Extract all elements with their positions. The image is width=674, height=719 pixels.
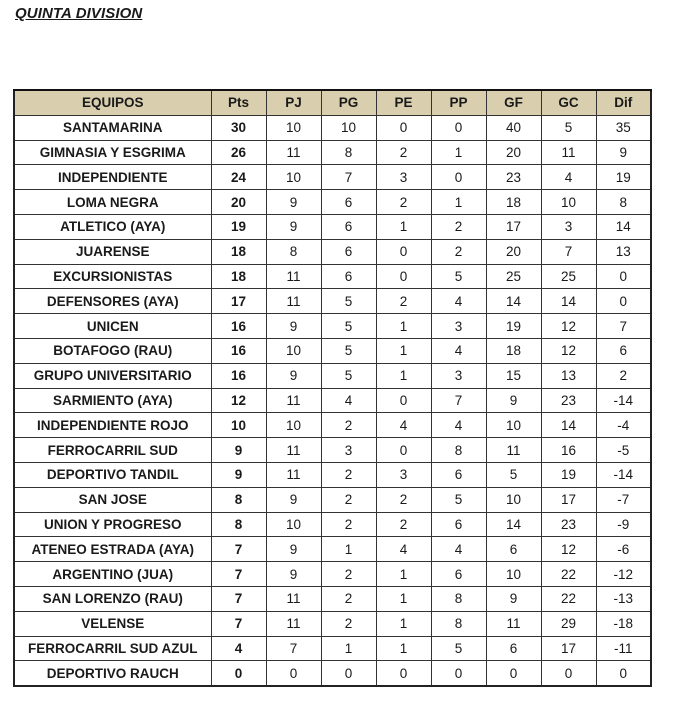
cell-pg: 6 [321, 239, 376, 264]
column-header-pts: Pts [211, 90, 266, 115]
cell-dif: 2 [596, 363, 651, 388]
cell-pe: 0 [376, 115, 431, 140]
cell-pg: 4 [321, 388, 376, 413]
cell-dif: -14 [596, 462, 651, 487]
cell-gf: 6 [486, 537, 541, 562]
cell-gf: 19 [486, 314, 541, 339]
cell-pg: 2 [321, 487, 376, 512]
cell-pg: 2 [321, 462, 376, 487]
cell-gf: 18 [486, 190, 541, 215]
cell-pj: 10 [266, 115, 321, 140]
table-row [14, 214, 651, 239]
cell-pg: 2 [321, 562, 376, 587]
table-row [14, 289, 651, 314]
cell-team: UNION Y PROGRESO [14, 512, 211, 537]
cell-pp: 0 [431, 661, 486, 686]
table-row [14, 140, 651, 165]
cell-pe: 2 [376, 487, 431, 512]
cell-team: GIMNASIA Y ESGRIMA [14, 140, 211, 165]
cell-pe: 1 [376, 636, 431, 661]
cell-pg: 5 [321, 338, 376, 363]
cell-pe: 1 [376, 562, 431, 587]
cell-pj: 11 [266, 264, 321, 289]
cell-pp: 4 [431, 537, 486, 562]
cell-pe: 0 [376, 388, 431, 413]
cell-gf: 14 [486, 289, 541, 314]
cell-pe: 0 [376, 239, 431, 264]
cell-pts: 9 [211, 462, 266, 487]
cell-pts: 20 [211, 190, 266, 215]
cell-pp: 4 [431, 289, 486, 314]
cell-gc: 12 [541, 537, 596, 562]
cell-team: SAN JOSE [14, 487, 211, 512]
cell-pg: 2 [321, 512, 376, 537]
cell-gc: 14 [541, 289, 596, 314]
cell-pg: 10 [321, 115, 376, 140]
cell-dif: 0 [596, 289, 651, 314]
cell-dif: 0 [596, 264, 651, 289]
cell-pts: 26 [211, 140, 266, 165]
cell-pts: 7 [211, 611, 266, 636]
cell-dif: 6 [596, 338, 651, 363]
cell-team: JUARENSE [14, 239, 211, 264]
cell-pg: 6 [321, 264, 376, 289]
cell-pe: 0 [376, 264, 431, 289]
table-row [14, 462, 651, 487]
cell-pj: 9 [266, 214, 321, 239]
cell-team: SARMIENTO (AYA) [14, 388, 211, 413]
cell-pj: 11 [266, 388, 321, 413]
cell-pg: 2 [321, 611, 376, 636]
cell-gf: 18 [486, 338, 541, 363]
cell-gc: 11 [541, 140, 596, 165]
cell-team: FERROCARRIL SUD [14, 438, 211, 463]
cell-pe: 4 [376, 413, 431, 438]
column-header-gc: GC [541, 90, 596, 115]
cell-gc: 22 [541, 586, 596, 611]
cell-gc: 14 [541, 413, 596, 438]
cell-pe: 1 [376, 214, 431, 239]
cell-pe: 3 [376, 165, 431, 190]
cell-pp: 8 [431, 611, 486, 636]
table-row [14, 165, 651, 190]
table-row [14, 512, 651, 537]
cell-pp: 6 [431, 512, 486, 537]
cell-pj: 11 [266, 438, 321, 463]
cell-gc: 23 [541, 512, 596, 537]
cell-gf: 10 [486, 487, 541, 512]
cell-gf: 11 [486, 438, 541, 463]
cell-gc: 7 [541, 239, 596, 264]
cell-dif: 14 [596, 214, 651, 239]
cell-pe: 2 [376, 512, 431, 537]
cell-team: SAN LORENZO (RAU) [14, 586, 211, 611]
cell-team: BOTAFOGO (RAU) [14, 338, 211, 363]
table-row [14, 537, 651, 562]
cell-pg: 2 [321, 413, 376, 438]
cell-pp: 5 [431, 264, 486, 289]
cell-pj: 9 [266, 190, 321, 215]
cell-dif: -7 [596, 487, 651, 512]
cell-pts: 8 [211, 512, 266, 537]
cell-pts: 16 [211, 314, 266, 339]
cell-dif: -11 [596, 636, 651, 661]
cell-pts: 7 [211, 537, 266, 562]
cell-gf: 9 [486, 388, 541, 413]
cell-pp: 4 [431, 338, 486, 363]
cell-team: DEFENSORES (AYA) [14, 289, 211, 314]
cell-pj: 9 [266, 537, 321, 562]
cell-pts: 18 [211, 264, 266, 289]
cell-gc: 12 [541, 338, 596, 363]
cell-pp: 5 [431, 636, 486, 661]
cell-team: DEPORTIVO TANDIL [14, 462, 211, 487]
cell-pe: 3 [376, 462, 431, 487]
cell-team: ATLETICO (AYA) [14, 214, 211, 239]
cell-gc: 3 [541, 214, 596, 239]
cell-pp: 0 [431, 165, 486, 190]
table-row [14, 115, 651, 140]
cell-gf: 15 [486, 363, 541, 388]
cell-gc: 17 [541, 636, 596, 661]
cell-gc: 0 [541, 661, 596, 686]
cell-pg: 5 [321, 363, 376, 388]
cell-team: INDEPENDIENTE ROJO [14, 413, 211, 438]
cell-gf: 23 [486, 165, 541, 190]
cell-gc: 10 [541, 190, 596, 215]
cell-pj: 10 [266, 165, 321, 190]
cell-gf: 9 [486, 586, 541, 611]
cell-pj: 10 [266, 413, 321, 438]
cell-dif: -18 [596, 611, 651, 636]
cell-pp: 2 [431, 214, 486, 239]
cell-pts: 7 [211, 586, 266, 611]
cell-gf: 20 [486, 140, 541, 165]
column-header-pg: PG [321, 90, 376, 115]
cell-pj: 11 [266, 611, 321, 636]
cell-dif: 13 [596, 239, 651, 264]
cell-pp: 8 [431, 586, 486, 611]
cell-pj: 10 [266, 338, 321, 363]
cell-pj: 9 [266, 562, 321, 587]
cell-dif: -13 [596, 586, 651, 611]
cell-pts: 12 [211, 388, 266, 413]
table-row [14, 338, 651, 363]
cell-pj: 9 [266, 487, 321, 512]
cell-pj: 8 [266, 239, 321, 264]
cell-gf: 0 [486, 661, 541, 686]
cell-pts: 0 [211, 661, 266, 686]
cell-gc: 16 [541, 438, 596, 463]
table-row [14, 239, 651, 264]
cell-pg: 0 [321, 661, 376, 686]
cell-pg: 8 [321, 140, 376, 165]
cell-pts: 16 [211, 338, 266, 363]
cell-pj: 9 [266, 363, 321, 388]
cell-pts: 16 [211, 363, 266, 388]
cell-gf: 6 [486, 636, 541, 661]
cell-pp: 7 [431, 388, 486, 413]
cell-pe: 0 [376, 661, 431, 686]
cell-dif: -14 [596, 388, 651, 413]
cell-dif: 8 [596, 190, 651, 215]
cell-pj: 7 [266, 636, 321, 661]
cell-pe: 4 [376, 537, 431, 562]
cell-pe: 2 [376, 140, 431, 165]
cell-pg: 6 [321, 190, 376, 215]
cell-pg: 7 [321, 165, 376, 190]
cell-pg: 3 [321, 438, 376, 463]
cell-pts: 18 [211, 239, 266, 264]
cell-gc: 12 [541, 314, 596, 339]
cell-dif: 9 [596, 140, 651, 165]
table-row [14, 388, 651, 413]
cell-dif: 19 [596, 165, 651, 190]
cell-dif: 0 [596, 661, 651, 686]
cell-gc: 25 [541, 264, 596, 289]
table-row [14, 190, 651, 215]
cell-team: LOMA NEGRA [14, 190, 211, 215]
column-header-pp: PP [431, 90, 486, 115]
cell-pe: 1 [376, 314, 431, 339]
cell-pp: 6 [431, 462, 486, 487]
cell-pts: 10 [211, 413, 266, 438]
cell-pp: 8 [431, 438, 486, 463]
cell-gf: 17 [486, 214, 541, 239]
cell-team: FERROCARRIL SUD AZUL [14, 636, 211, 661]
cell-dif: -5 [596, 438, 651, 463]
table-row [14, 611, 651, 636]
cell-pj: 10 [266, 512, 321, 537]
cell-gf: 25 [486, 264, 541, 289]
cell-pts: 30 [211, 115, 266, 140]
cell-pe: 1 [376, 338, 431, 363]
cell-team: VELENSE [14, 611, 211, 636]
cell-gc: 13 [541, 363, 596, 388]
cell-gf: 40 [486, 115, 541, 140]
cell-pp: 1 [431, 190, 486, 215]
table-row [14, 314, 651, 339]
cell-team: EXCURSIONISTAS [14, 264, 211, 289]
table-row [14, 661, 651, 686]
table-body [14, 115, 651, 686]
cell-pts: 19 [211, 214, 266, 239]
header-row [14, 90, 651, 115]
table-row [14, 636, 651, 661]
cell-gf: 5 [486, 462, 541, 487]
cell-pg: 5 [321, 289, 376, 314]
cell-pe: 1 [376, 363, 431, 388]
column-header-gf: GF [486, 90, 541, 115]
cell-gc: 22 [541, 562, 596, 587]
cell-pg: 2 [321, 586, 376, 611]
table-row [14, 363, 651, 388]
cell-team: UNICEN [14, 314, 211, 339]
cell-dif: 35 [596, 115, 651, 140]
cell-dif: -12 [596, 562, 651, 587]
cell-pg: 6 [321, 214, 376, 239]
cell-team: INDEPENDIENTE [14, 165, 211, 190]
table-row [14, 438, 651, 463]
cell-team: SANTAMARINA [14, 115, 211, 140]
cell-pts: 7 [211, 562, 266, 587]
cell-pj: 11 [266, 289, 321, 314]
cell-team: ARGENTINO (JUA) [14, 562, 211, 587]
cell-pj: 11 [266, 140, 321, 165]
cell-pg: 1 [321, 636, 376, 661]
cell-pe: 1 [376, 586, 431, 611]
cell-team: ATENEO ESTRADA (AYA) [14, 537, 211, 562]
cell-pp: 5 [431, 487, 486, 512]
cell-pj: 11 [266, 586, 321, 611]
cell-pj: 9 [266, 314, 321, 339]
cell-pts: 4 [211, 636, 266, 661]
cell-gc: 29 [541, 611, 596, 636]
cell-team: DEPORTIVO RAUCH [14, 661, 211, 686]
cell-pp: 3 [431, 314, 486, 339]
cell-pe: 2 [376, 190, 431, 215]
cell-gf: 10 [486, 562, 541, 587]
cell-dif: -6 [596, 537, 651, 562]
cell-pp: 2 [431, 239, 486, 264]
cell-pe: 2 [376, 289, 431, 314]
cell-pj: 11 [266, 462, 321, 487]
cell-pp: 6 [431, 562, 486, 587]
cell-gf: 10 [486, 413, 541, 438]
cell-gf: 20 [486, 239, 541, 264]
column-header-dif: Dif [596, 90, 651, 115]
cell-pp: 0 [431, 115, 486, 140]
cell-gc: 19 [541, 462, 596, 487]
table-row [14, 586, 651, 611]
cell-dif: -4 [596, 413, 651, 438]
cell-gc: 5 [541, 115, 596, 140]
table-row [14, 487, 651, 512]
cell-pe: 1 [376, 611, 431, 636]
cell-gc: 17 [541, 487, 596, 512]
table-row [14, 264, 651, 289]
table-row [14, 413, 651, 438]
column-header-team: EQUIPOS [14, 90, 211, 115]
cell-dif: -9 [596, 512, 651, 537]
cell-pts: 9 [211, 438, 266, 463]
cell-pg: 5 [321, 314, 376, 339]
cell-pj: 0 [266, 661, 321, 686]
cell-dif: 7 [596, 314, 651, 339]
cell-pg: 1 [321, 537, 376, 562]
cell-pp: 4 [431, 413, 486, 438]
column-header-pe: PE [376, 90, 431, 115]
cell-gc: 23 [541, 388, 596, 413]
cell-team: GRUPO UNIVERSITARIO [14, 363, 211, 388]
cell-pts: 24 [211, 165, 266, 190]
page-title: QUINTA DIVISION [15, 5, 143, 22]
column-header-pj: PJ [266, 90, 321, 115]
cell-gc: 4 [541, 165, 596, 190]
table-row [14, 562, 651, 587]
cell-pts: 17 [211, 289, 266, 314]
cell-pp: 1 [431, 140, 486, 165]
cell-pts: 8 [211, 487, 266, 512]
cell-gf: 11 [486, 611, 541, 636]
cell-gf: 14 [486, 512, 541, 537]
standings-table [13, 89, 652, 687]
cell-pp: 3 [431, 363, 486, 388]
cell-pe: 0 [376, 438, 431, 463]
